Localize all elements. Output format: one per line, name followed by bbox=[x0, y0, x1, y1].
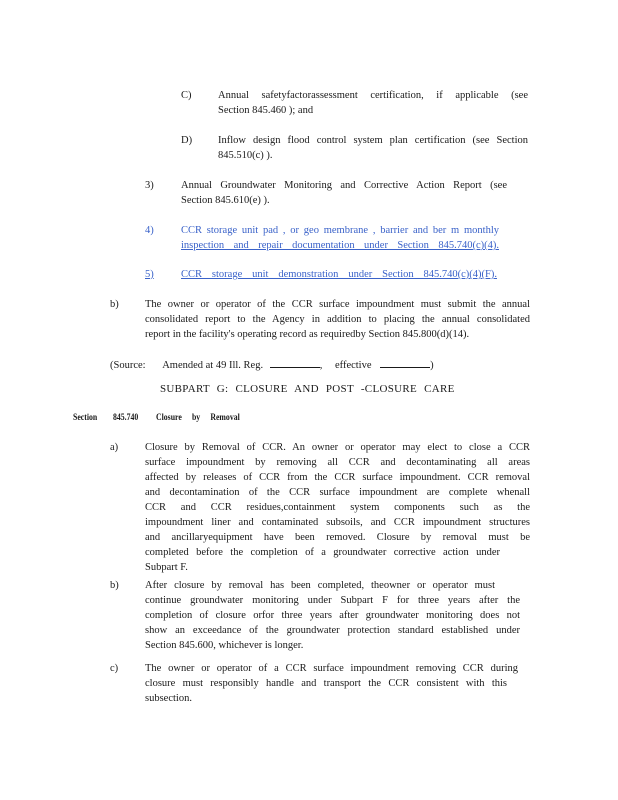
closure-a-line: surface impoundment by removing all CCR and decontaminating all areas bbox=[145, 457, 530, 468]
closure-a-line: affected by releases of CCR from the CCR surface impoundment. CCR removal bbox=[145, 472, 530, 483]
closure-a-label: a) bbox=[110, 442, 119, 453]
closure-c-text bbox=[145, 661, 518, 706]
closure-b-line: continue groundwater monitoring under Subpart F for three years after the bbox=[145, 595, 520, 606]
item-c-line2: Section 845.460 ); and bbox=[218, 105, 314, 116]
source-comma: , bbox=[319, 360, 323, 371]
section-title: Closure by Removal bbox=[156, 413, 240, 423]
source-effective: effective bbox=[334, 360, 372, 371]
item-3-label: 3) bbox=[145, 180, 154, 191]
closure-b-label: b) bbox=[110, 580, 119, 591]
closure-a-line: impoundment liner and contaminated subsoils, and CCR impoundment structures bbox=[145, 517, 530, 528]
para-b-text bbox=[145, 297, 530, 342]
item-c-line1: Annual safetyfactorassessment certification, if applicable (see bbox=[218, 90, 528, 101]
source-note bbox=[110, 356, 434, 373]
closure-a-line: Closure by Removal of CCR. An owner or operator may elect to close a CCR bbox=[145, 442, 530, 453]
subpart-heading: SUBPART G: CLOSURE AND POST -CLOSURE CARE bbox=[160, 383, 455, 395]
closure-a-line: and ancillaryequipment have been removed. Closure by removal must be bbox=[145, 532, 530, 543]
item-5-label: 5) bbox=[145, 269, 154, 280]
item-d-label: D) bbox=[181, 135, 193, 146]
closure-a-line: Subpart F. bbox=[145, 562, 188, 573]
item-d-line1: Inflow design flood control system plan certification (see Section bbox=[218, 135, 528, 146]
closure-b-line: completion of closure orfor three years after groundwater monitoring does not bbox=[145, 610, 520, 621]
section-label: Section bbox=[73, 413, 98, 423]
closure-a-text bbox=[145, 440, 530, 575]
closure-c-line: subsection. bbox=[145, 693, 192, 704]
source-close: ) bbox=[430, 360, 434, 371]
effective-blank bbox=[380, 356, 430, 368]
item-4-line2: inspection and repair documentation under Section 845.740(c)(4). bbox=[181, 240, 499, 251]
closure-b-text bbox=[145, 578, 520, 653]
closure-a-line: and decontamination of the CCR surface impoundment are complete whenall bbox=[145, 487, 530, 498]
item-5-text: CCR storage unit demonstration under Section 845.740(c)(4)(F). bbox=[181, 269, 497, 280]
item-3-line2: Section 845.610(e) ). bbox=[181, 195, 270, 206]
closure-c-line: closure must responsibly handle and transport the CCR consistent with this bbox=[145, 678, 507, 689]
item-d-line2: 845.510(c) ). bbox=[218, 150, 273, 161]
closure-c-line: The owner or operator of a CCR surface impoundment removing CCR during bbox=[145, 663, 518, 674]
closure-a-line: completed before the completion of a groundwater corrective action under bbox=[145, 547, 500, 558]
closure-b-line: show an exceedance of the groundwater protection standard established under bbox=[145, 625, 520, 636]
para-b-label: b) bbox=[110, 299, 119, 310]
item-d-text bbox=[218, 133, 528, 163]
source-text: Amended at 49 Ill. Reg. bbox=[162, 360, 264, 371]
item-4-text bbox=[181, 223, 499, 253]
closure-b-line: Section 845.600, whichever is longer. bbox=[145, 640, 304, 651]
para-b-line1: The owner or operator of the CCR surface impoundment must submit the annual bbox=[145, 299, 530, 310]
item-4-label: 4) bbox=[145, 225, 154, 236]
item-c-label: C) bbox=[181, 90, 192, 101]
section-number: 845.740 bbox=[113, 413, 139, 423]
source-label: (Source: bbox=[110, 360, 146, 371]
closure-b-line: After closure by removal has been completed, theowner or operator must bbox=[145, 580, 495, 591]
item-3-line1: Annual Groundwater Monitoring and Corrective Action Report (see bbox=[181, 180, 507, 191]
item-3-text bbox=[181, 178, 507, 208]
item-c-text bbox=[218, 88, 528, 118]
reg-blank bbox=[270, 356, 320, 368]
para-b-line3: report in the facility's operating record as requiredby Section 845.800(d)(14). bbox=[145, 329, 470, 340]
closure-a-line: CCR and CCR residues,containment system components such as the bbox=[145, 502, 530, 513]
closure-c-label: c) bbox=[110, 663, 119, 674]
item-4-line1: CCR storage unit pad , or geo membrane , barrier and ber m monthly bbox=[181, 225, 499, 236]
para-b-line2: consolidated report to the Agency in addition to placing the annual consolidated bbox=[145, 314, 530, 325]
